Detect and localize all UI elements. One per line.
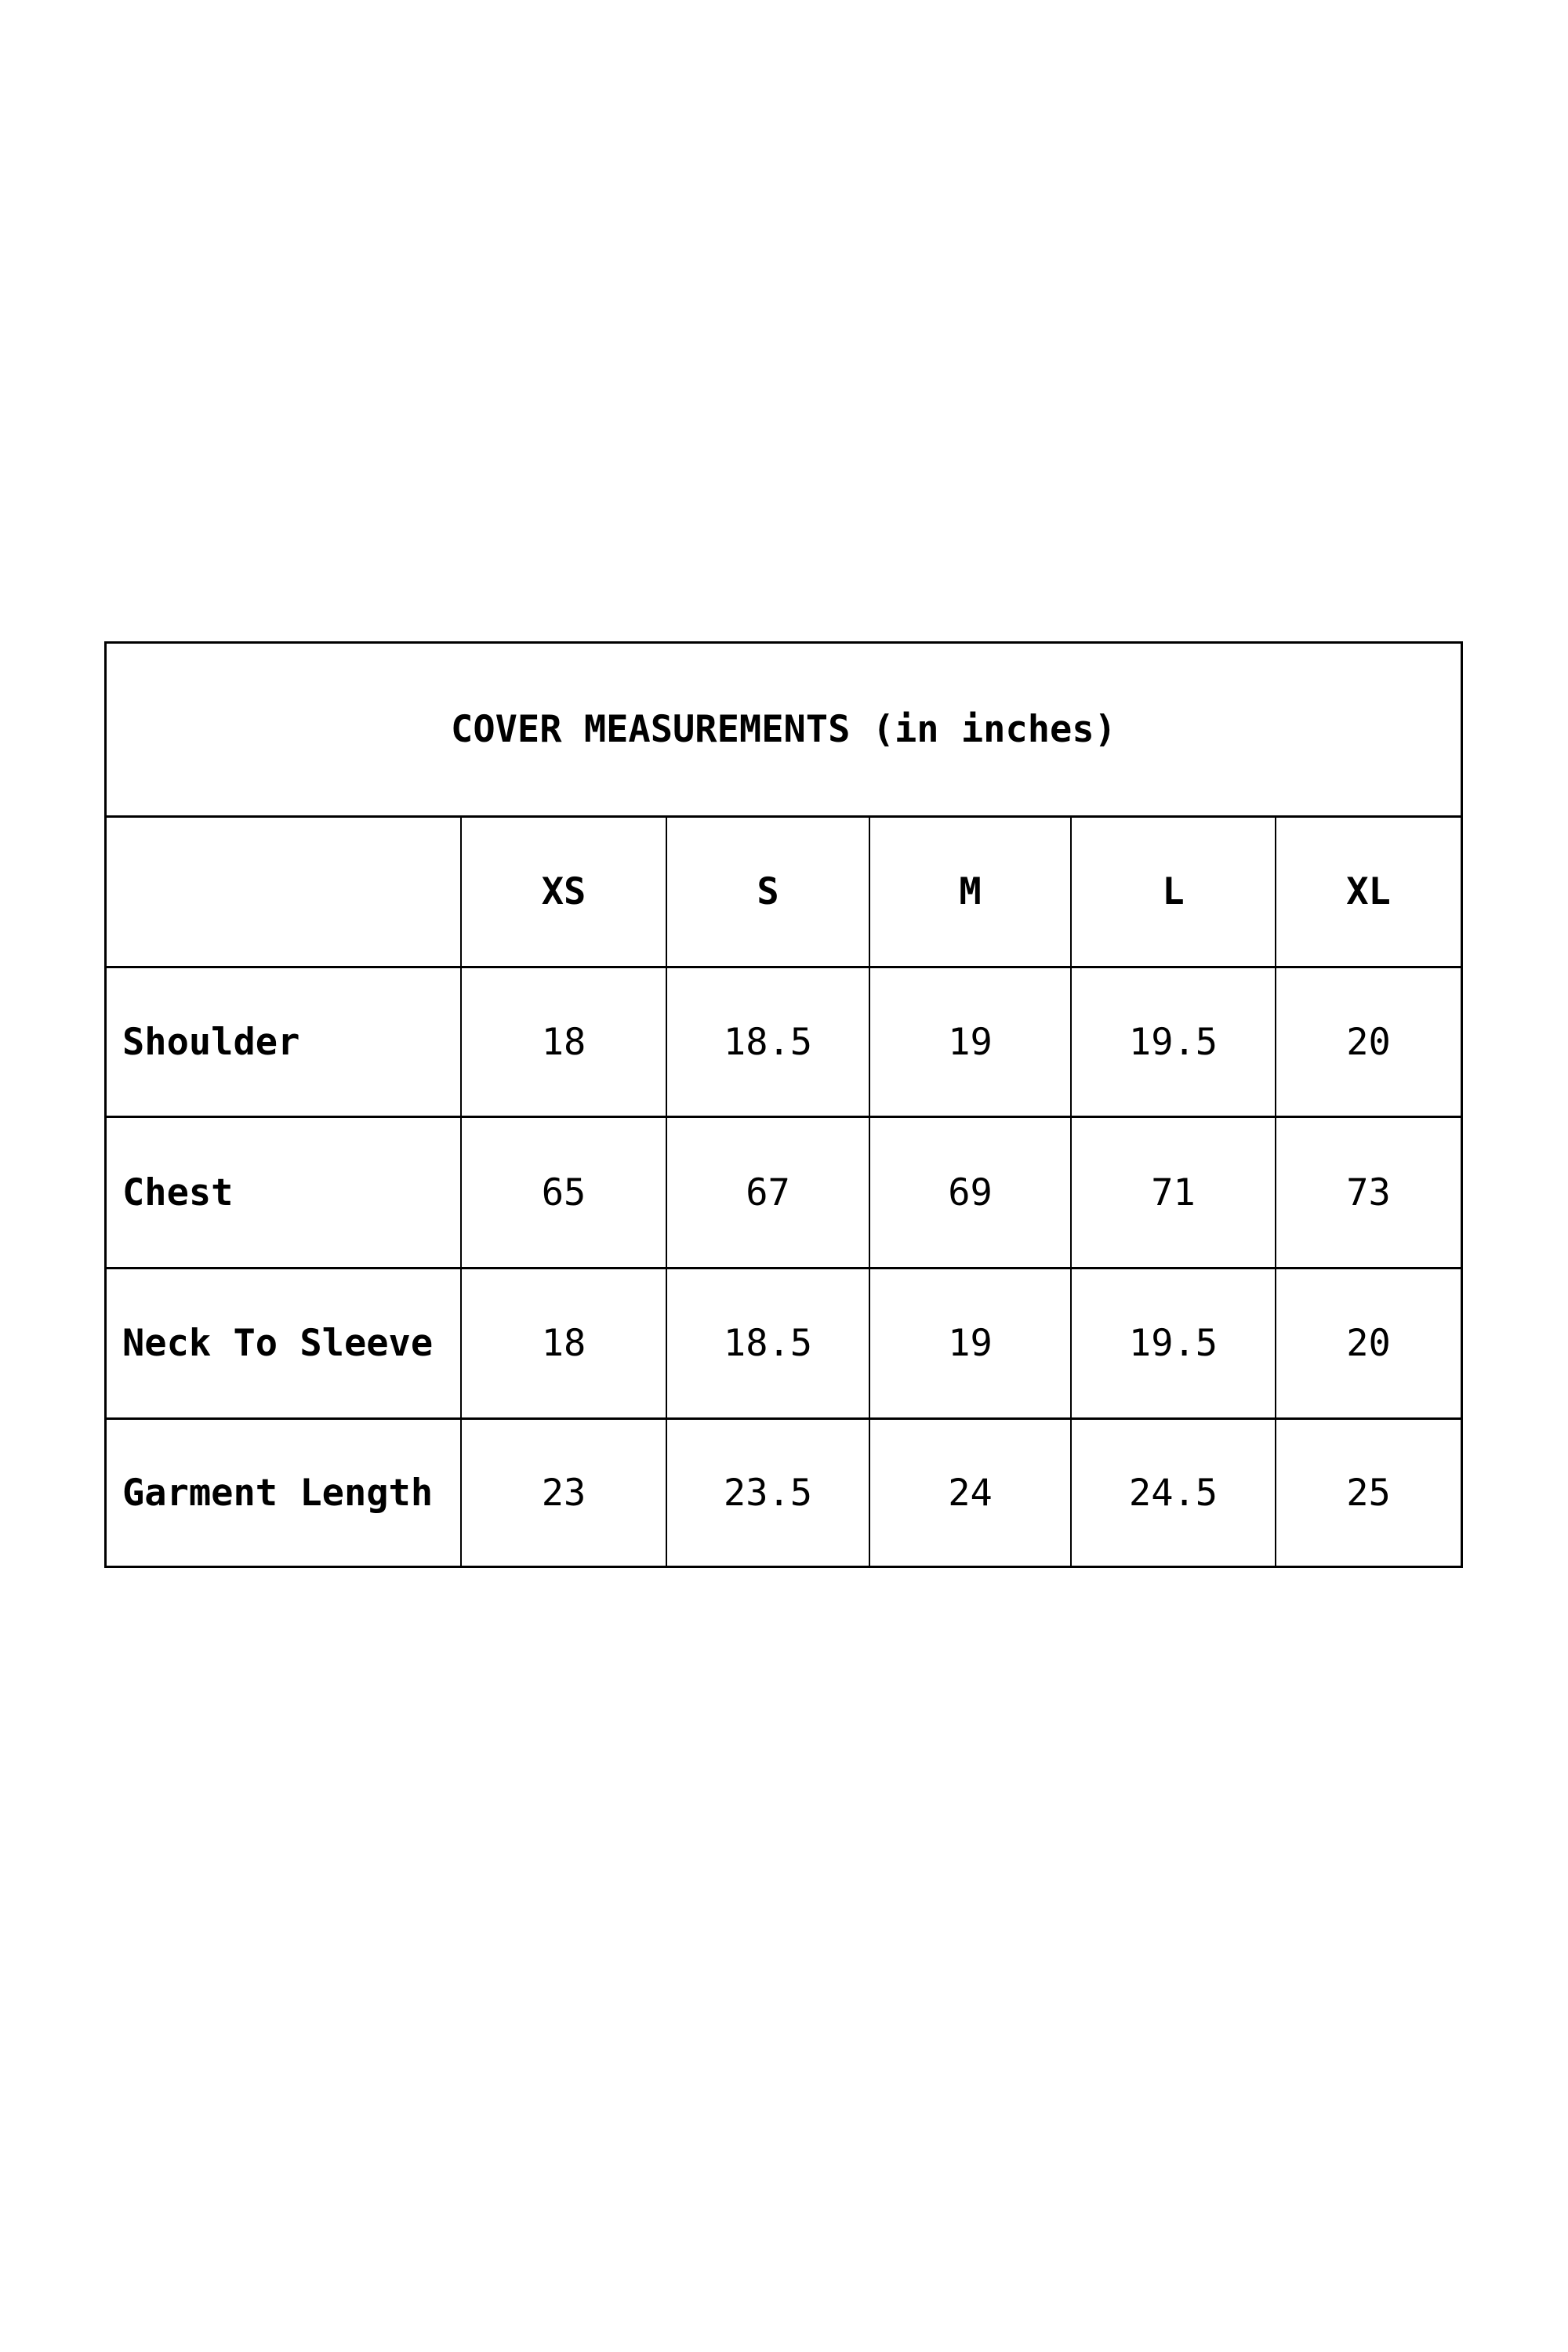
cell-neck-to-sleeve-m: 19 (869, 1267, 1070, 1417)
cell-chest-xl: 73 (1275, 1116, 1461, 1267)
cell-garment-length-l: 24.5 (1070, 1417, 1275, 1566)
cell-shoulder-xl: 20 (1275, 966, 1461, 1116)
cell-neck-to-sleeve-xs: 18 (460, 1267, 666, 1417)
row-label-shoulder: Shoulder (107, 966, 460, 1116)
row-label-garment-length: Garment Length (107, 1417, 460, 1566)
size-header-m: M (869, 815, 1070, 966)
measurement-table (104, 641, 1463, 1568)
cell-garment-length-xs: 23 (460, 1417, 666, 1566)
size-header-s: S (666, 815, 869, 966)
cell-chest-l: 71 (1070, 1116, 1275, 1267)
cell-garment-length-m: 24 (869, 1417, 1070, 1566)
cell-chest-xs: 65 (460, 1116, 666, 1267)
cell-garment-length-s: 23.5 (666, 1417, 869, 1566)
size-header-l: L (1070, 815, 1275, 966)
cell-chest-s: 67 (666, 1116, 869, 1267)
cell-garment-length-xl: 25 (1275, 1417, 1461, 1566)
row-label-neck-to-sleeve: Neck To Sleeve (107, 1267, 460, 1417)
corner-cell (107, 815, 460, 966)
cell-shoulder-m: 19 (869, 966, 1070, 1116)
cell-shoulder-l: 19.5 (1070, 966, 1275, 1116)
size-header-xl: XL (1275, 815, 1461, 966)
cell-chest-m: 69 (869, 1116, 1070, 1267)
cell-neck-to-sleeve-l: 19.5 (1070, 1267, 1275, 1417)
table-title: COVER MEASUREMENTS (in inches) (451, 708, 1116, 751)
cell-neck-to-sleeve-s: 18.5 (666, 1267, 869, 1417)
cell-neck-to-sleeve-xl: 20 (1275, 1267, 1461, 1417)
cell-shoulder-xs: 18 (460, 966, 666, 1116)
row-label-chest: Chest (107, 1116, 460, 1267)
size-header-xs: XS (460, 815, 666, 966)
cell-shoulder-s: 18.5 (666, 966, 869, 1116)
